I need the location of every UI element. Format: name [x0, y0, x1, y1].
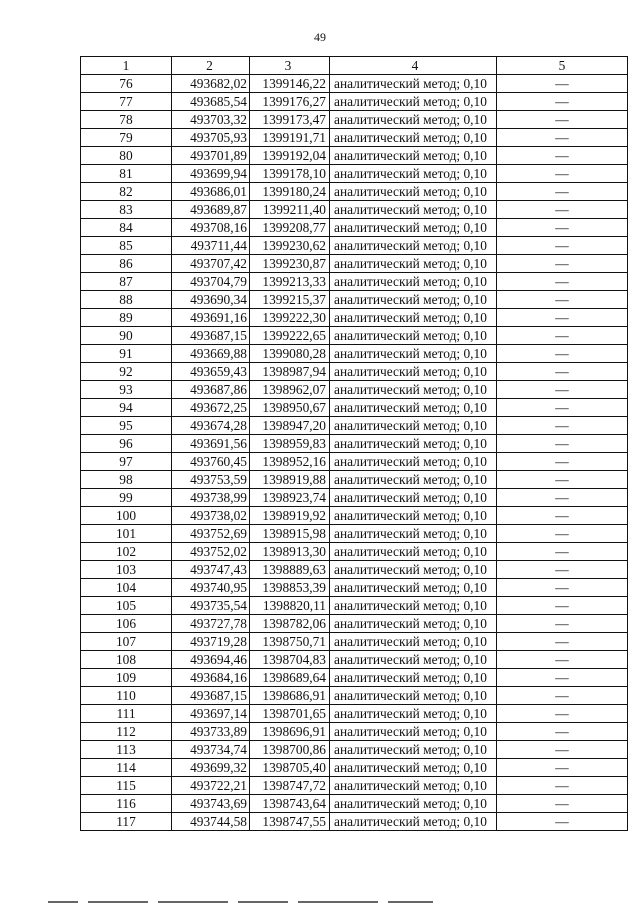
method-cell: аналитический метод; 0,10: [330, 399, 497, 417]
note-cell: —: [497, 669, 628, 687]
point-number-cell: 101: [81, 525, 172, 543]
table-row: [81, 777, 628, 795]
point-number-cell: 80: [81, 147, 172, 165]
y-coordinate-cell: 1398913,30: [250, 543, 330, 561]
x-coordinate-cell: 493672,25: [172, 399, 250, 417]
table-row: [81, 561, 628, 579]
y-coordinate-cell: 1399215,37: [250, 291, 330, 309]
method-cell: аналитический метод; 0,10: [330, 273, 497, 291]
note-cell: —: [497, 219, 628, 237]
x-coordinate-cell: 493687,15: [172, 327, 250, 345]
point-number-cell: 97: [81, 453, 172, 471]
note-cell: —: [497, 561, 628, 579]
x-coordinate-cell: 493753,59: [172, 471, 250, 489]
method-cell: аналитический метод; 0,10: [330, 471, 497, 489]
note-cell: —: [497, 633, 628, 651]
note-cell: —: [497, 327, 628, 345]
note-cell: —: [497, 309, 628, 327]
method-cell: аналитический метод; 0,10: [330, 255, 497, 273]
table-row: [81, 399, 628, 417]
table-row: [81, 543, 628, 561]
method-cell: аналитический метод; 0,10: [330, 561, 497, 579]
method-cell: аналитический метод; 0,10: [330, 669, 497, 687]
point-number-cell: 112: [81, 723, 172, 741]
point-number-cell: 109: [81, 669, 172, 687]
x-coordinate-cell: 493735,54: [172, 597, 250, 615]
x-coordinate-cell: 493744,58: [172, 813, 250, 831]
point-number-cell: 94: [81, 399, 172, 417]
table-row: [81, 687, 628, 705]
y-coordinate-cell: 1399178,10: [250, 165, 330, 183]
x-coordinate-cell: 493703,32: [172, 111, 250, 129]
y-coordinate-cell: 1398750,71: [250, 633, 330, 651]
x-coordinate-cell: 493669,88: [172, 345, 250, 363]
table-header-row: [81, 57, 628, 75]
x-coordinate-cell: 493697,14: [172, 705, 250, 723]
y-coordinate-cell: 1399192,04: [250, 147, 330, 165]
method-cell: аналитический метод; 0,10: [330, 741, 497, 759]
method-cell: аналитический метод; 0,10: [330, 705, 497, 723]
column-header-1: 1: [81, 57, 172, 75]
x-coordinate-cell: 493747,43: [172, 561, 250, 579]
y-coordinate-cell: 1398947,20: [250, 417, 330, 435]
method-cell: аналитический метод; 0,10: [330, 237, 497, 255]
method-cell: аналитический метод; 0,10: [330, 129, 497, 147]
x-coordinate-cell: 493760,45: [172, 453, 250, 471]
x-coordinate-cell: 493684,16: [172, 669, 250, 687]
point-number-cell: 103: [81, 561, 172, 579]
x-coordinate-cell: 493722,21: [172, 777, 250, 795]
note-cell: —: [497, 345, 628, 363]
note-cell: —: [497, 129, 628, 147]
y-coordinate-cell: 1399191,71: [250, 129, 330, 147]
y-coordinate-cell: 1398987,94: [250, 363, 330, 381]
y-coordinate-cell: 1399180,24: [250, 183, 330, 201]
column-header-4: 4: [330, 57, 497, 75]
point-number-cell: 76: [81, 75, 172, 93]
table-row: [81, 93, 628, 111]
point-number-cell: 92: [81, 363, 172, 381]
table-row: [81, 255, 628, 273]
note-cell: —: [497, 615, 628, 633]
y-coordinate-cell: 1398889,63: [250, 561, 330, 579]
point-number-cell: 86: [81, 255, 172, 273]
y-coordinate-cell: 1398689,64: [250, 669, 330, 687]
y-coordinate-cell: 1399080,28: [250, 345, 330, 363]
method-cell: аналитический метод; 0,10: [330, 795, 497, 813]
table-row: [81, 759, 628, 777]
x-coordinate-cell: 493727,78: [172, 615, 250, 633]
note-cell: —: [497, 507, 628, 525]
x-coordinate-cell: 493733,89: [172, 723, 250, 741]
x-coordinate-cell: 493659,43: [172, 363, 250, 381]
y-coordinate-cell: 1399230,62: [250, 237, 330, 255]
note-cell: —: [497, 543, 628, 561]
table-row: [81, 507, 628, 525]
table-row: [81, 363, 628, 381]
y-coordinate-cell: 1398782,06: [250, 615, 330, 633]
point-number-cell: 89: [81, 309, 172, 327]
table-row: [81, 651, 628, 669]
y-coordinate-cell: 1399222,65: [250, 327, 330, 345]
method-cell: аналитический метод; 0,10: [330, 813, 497, 831]
table-row: [81, 183, 628, 201]
y-coordinate-cell: 1399213,33: [250, 273, 330, 291]
method-cell: аналитический метод; 0,10: [330, 147, 497, 165]
y-coordinate-cell: 1398696,91: [250, 723, 330, 741]
y-coordinate-cell: 1398747,72: [250, 777, 330, 795]
table-row: [81, 471, 628, 489]
table-row: [81, 111, 628, 129]
y-coordinate-cell: 1398853,39: [250, 579, 330, 597]
note-cell: —: [497, 111, 628, 129]
note-cell: —: [497, 597, 628, 615]
y-coordinate-cell: 1398919,88: [250, 471, 330, 489]
x-coordinate-cell: 493738,99: [172, 489, 250, 507]
x-coordinate-cell: 493734,74: [172, 741, 250, 759]
table-row: [81, 309, 628, 327]
method-cell: аналитический метод; 0,10: [330, 777, 497, 795]
point-number-cell: 95: [81, 417, 172, 435]
x-coordinate-cell: 493691,16: [172, 309, 250, 327]
method-cell: аналитический метод; 0,10: [330, 381, 497, 399]
y-coordinate-cell: 1399222,30: [250, 309, 330, 327]
x-coordinate-cell: 493711,44: [172, 237, 250, 255]
method-cell: аналитический метод; 0,10: [330, 201, 497, 219]
x-coordinate-cell: 493740,95: [172, 579, 250, 597]
note-cell: —: [497, 255, 628, 273]
y-coordinate-cell: 1398959,83: [250, 435, 330, 453]
point-number-cell: 115: [81, 777, 172, 795]
method-cell: аналитический метод; 0,10: [330, 363, 497, 381]
point-number-cell: 100: [81, 507, 172, 525]
note-cell: —: [497, 795, 628, 813]
method-cell: аналитический метод; 0,10: [330, 183, 497, 201]
y-coordinate-cell: 1398700,86: [250, 741, 330, 759]
method-cell: аналитический метод; 0,10: [330, 525, 497, 543]
point-number-cell: 84: [81, 219, 172, 237]
table-row: [81, 633, 628, 651]
point-number-cell: 82: [81, 183, 172, 201]
point-number-cell: 87: [81, 273, 172, 291]
table-row: [81, 597, 628, 615]
table-row: [81, 327, 628, 345]
x-coordinate-cell: 493674,28: [172, 417, 250, 435]
note-cell: —: [497, 363, 628, 381]
method-cell: аналитический метод; 0,10: [330, 543, 497, 561]
method-cell: аналитический метод; 0,10: [330, 309, 497, 327]
note-cell: —: [497, 237, 628, 255]
x-coordinate-cell: 493685,54: [172, 93, 250, 111]
note-cell: —: [497, 183, 628, 201]
y-coordinate-cell: 1399211,40: [250, 201, 330, 219]
column-header-3: 3: [250, 57, 330, 75]
table-row: [81, 75, 628, 93]
table-row: [81, 615, 628, 633]
method-cell: аналитический метод; 0,10: [330, 633, 497, 651]
note-cell: —: [497, 93, 628, 111]
note-cell: —: [497, 777, 628, 795]
x-coordinate-cell: 493694,46: [172, 651, 250, 669]
note-cell: —: [497, 201, 628, 219]
x-coordinate-cell: 493719,28: [172, 633, 250, 651]
x-coordinate-cell: 493686,01: [172, 183, 250, 201]
point-number-cell: 85: [81, 237, 172, 255]
table-row: [81, 345, 628, 363]
y-coordinate-cell: 1399173,47: [250, 111, 330, 129]
y-coordinate-cell: 1398952,16: [250, 453, 330, 471]
note-cell: —: [497, 435, 628, 453]
point-number-cell: 98: [81, 471, 172, 489]
x-coordinate-cell: 493743,69: [172, 795, 250, 813]
y-coordinate-cell: 1398747,55: [250, 813, 330, 831]
method-cell: аналитический метод; 0,10: [330, 507, 497, 525]
note-cell: —: [497, 471, 628, 489]
note-cell: —: [497, 147, 628, 165]
table-row: [81, 669, 628, 687]
x-coordinate-cell: 493689,87: [172, 201, 250, 219]
coordinates-table: [80, 56, 628, 831]
note-cell: —: [497, 75, 628, 93]
cut-off-text-line: [48, 899, 448, 905]
point-number-cell: 107: [81, 633, 172, 651]
x-coordinate-cell: 493738,02: [172, 507, 250, 525]
table-row: [81, 525, 628, 543]
table-row: [81, 417, 628, 435]
note-cell: —: [497, 399, 628, 417]
x-coordinate-cell: 493707,42: [172, 255, 250, 273]
point-number-cell: 96: [81, 435, 172, 453]
note-cell: —: [497, 579, 628, 597]
point-number-cell: 77: [81, 93, 172, 111]
x-coordinate-cell: 493708,16: [172, 219, 250, 237]
y-coordinate-cell: 1399230,87: [250, 255, 330, 273]
table-row: [81, 147, 628, 165]
point-number-cell: 79: [81, 129, 172, 147]
note-cell: —: [497, 723, 628, 741]
method-cell: аналитический метод; 0,10: [330, 453, 497, 471]
note-cell: —: [497, 453, 628, 471]
method-cell: аналитический метод; 0,10: [330, 597, 497, 615]
point-number-cell: 88: [81, 291, 172, 309]
point-number-cell: 108: [81, 651, 172, 669]
method-cell: аналитический метод; 0,10: [330, 111, 497, 129]
point-number-cell: 99: [81, 489, 172, 507]
x-coordinate-cell: 493687,86: [172, 381, 250, 399]
point-number-cell: 93: [81, 381, 172, 399]
point-number-cell: 78: [81, 111, 172, 129]
y-coordinate-cell: 1398701,65: [250, 705, 330, 723]
table-row: [81, 381, 628, 399]
method-cell: аналитический метод; 0,10: [330, 291, 497, 309]
method-cell: аналитический метод; 0,10: [330, 93, 497, 111]
note-cell: —: [497, 417, 628, 435]
table-row: [81, 795, 628, 813]
x-coordinate-cell: 493752,02: [172, 543, 250, 561]
table-row: [81, 291, 628, 309]
point-number-cell: 116: [81, 795, 172, 813]
column-header-2: 2: [172, 57, 250, 75]
note-cell: —: [497, 741, 628, 759]
point-number-cell: 81: [81, 165, 172, 183]
note-cell: —: [497, 525, 628, 543]
note-cell: —: [497, 489, 628, 507]
point-number-cell: 105: [81, 597, 172, 615]
table-row: [81, 219, 628, 237]
note-cell: —: [497, 165, 628, 183]
point-number-cell: 111: [81, 705, 172, 723]
note-cell: —: [497, 687, 628, 705]
method-cell: аналитический метод; 0,10: [330, 615, 497, 633]
x-coordinate-cell: 493687,15: [172, 687, 250, 705]
point-number-cell: 106: [81, 615, 172, 633]
y-coordinate-cell: 1398962,07: [250, 381, 330, 399]
point-number-cell: 90: [81, 327, 172, 345]
method-cell: аналитический метод; 0,10: [330, 75, 497, 93]
x-coordinate-cell: 493682,02: [172, 75, 250, 93]
x-coordinate-cell: 493701,89: [172, 147, 250, 165]
note-cell: —: [497, 705, 628, 723]
table-row: [81, 237, 628, 255]
x-coordinate-cell: 493690,34: [172, 291, 250, 309]
table-row: [81, 129, 628, 147]
y-coordinate-cell: 1399176,27: [250, 93, 330, 111]
y-coordinate-cell: 1398923,74: [250, 489, 330, 507]
note-cell: —: [497, 291, 628, 309]
method-cell: аналитический метод; 0,10: [330, 651, 497, 669]
table-row: [81, 435, 628, 453]
page-number: 49: [314, 30, 326, 44]
note-cell: —: [497, 273, 628, 291]
point-number-cell: 104: [81, 579, 172, 597]
method-cell: аналитический метод; 0,10: [330, 345, 497, 363]
method-cell: аналитический метод; 0,10: [330, 579, 497, 597]
note-cell: —: [497, 651, 628, 669]
table-row: [81, 165, 628, 183]
point-number-cell: 114: [81, 759, 172, 777]
y-coordinate-cell: 1398704,83: [250, 651, 330, 669]
y-coordinate-cell: 1398686,91: [250, 687, 330, 705]
table-row: [81, 579, 628, 597]
y-coordinate-cell: 1399146,22: [250, 75, 330, 93]
table-row: [81, 741, 628, 759]
method-cell: аналитический метод; 0,10: [330, 489, 497, 507]
column-header-5: 5: [497, 57, 628, 75]
x-coordinate-cell: 493752,69: [172, 525, 250, 543]
table-row: [81, 723, 628, 741]
x-coordinate-cell: 493705,93: [172, 129, 250, 147]
table-row: [81, 201, 628, 219]
note-cell: —: [497, 813, 628, 831]
table-row: [81, 273, 628, 291]
point-number-cell: 102: [81, 543, 172, 561]
point-number-cell: 83: [81, 201, 172, 219]
table-row: [81, 705, 628, 723]
method-cell: аналитический метод; 0,10: [330, 687, 497, 705]
point-number-cell: 113: [81, 741, 172, 759]
method-cell: аналитический метод; 0,10: [330, 327, 497, 345]
note-cell: —: [497, 759, 628, 777]
point-number-cell: 91: [81, 345, 172, 363]
method-cell: аналитический метод; 0,10: [330, 435, 497, 453]
y-coordinate-cell: 1398919,92: [250, 507, 330, 525]
x-coordinate-cell: 493704,79: [172, 273, 250, 291]
x-coordinate-cell: 493699,94: [172, 165, 250, 183]
y-coordinate-cell: 1398915,98: [250, 525, 330, 543]
table-row: [81, 813, 628, 831]
point-number-cell: 117: [81, 813, 172, 831]
y-coordinate-cell: 1398950,67: [250, 399, 330, 417]
method-cell: аналитический метод; 0,10: [330, 759, 497, 777]
table-body: [81, 75, 628, 831]
y-coordinate-cell: 1398743,64: [250, 795, 330, 813]
method-cell: аналитический метод; 0,10: [330, 417, 497, 435]
y-coordinate-cell: 1399208,77: [250, 219, 330, 237]
note-cell: —: [497, 381, 628, 399]
method-cell: аналитический метод; 0,10: [330, 723, 497, 741]
table-row: [81, 489, 628, 507]
y-coordinate-cell: 1398820,11: [250, 597, 330, 615]
x-coordinate-cell: 493699,32: [172, 759, 250, 777]
method-cell: аналитический метод; 0,10: [330, 165, 497, 183]
x-coordinate-cell: 493691,56: [172, 435, 250, 453]
point-number-cell: 110: [81, 687, 172, 705]
method-cell: аналитический метод; 0,10: [330, 219, 497, 237]
table-row: [81, 453, 628, 471]
y-coordinate-cell: 1398705,40: [250, 759, 330, 777]
